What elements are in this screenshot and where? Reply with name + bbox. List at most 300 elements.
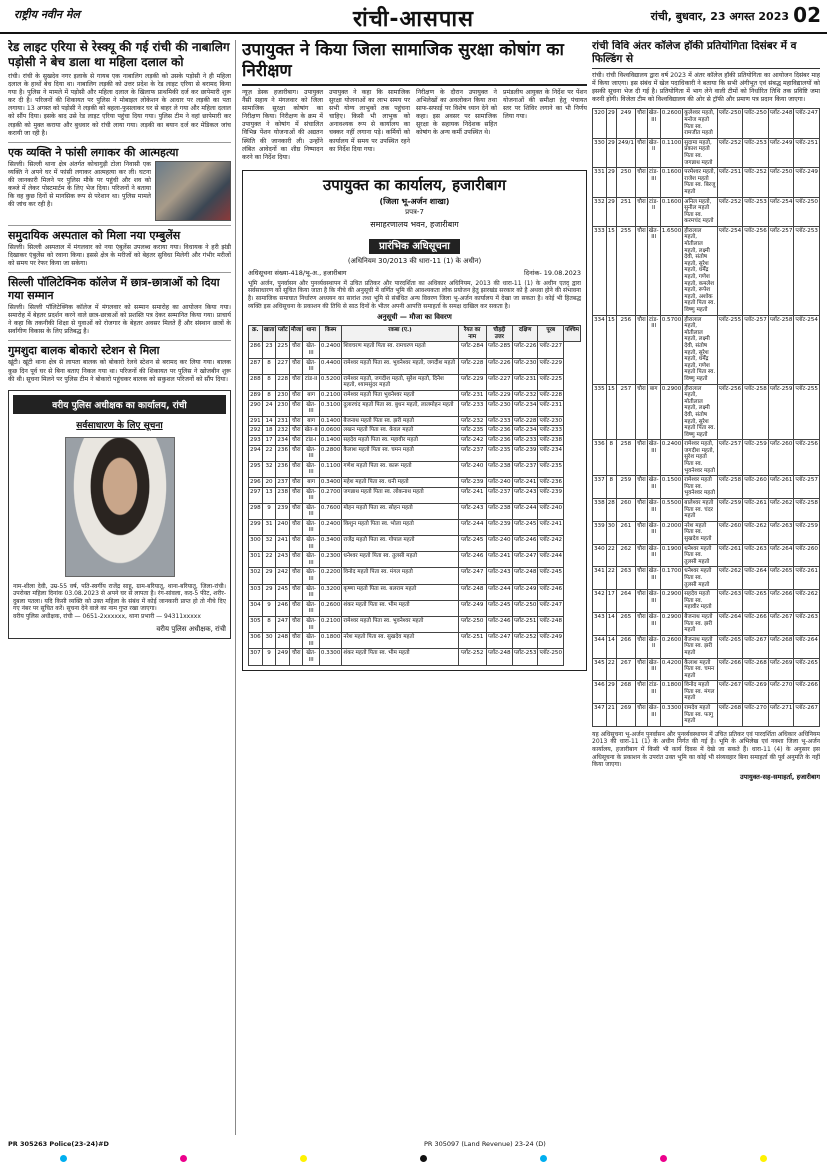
- table-cell: प्लॉट-250: [538, 649, 564, 665]
- table-cell: प्लॉट-253: [743, 197, 769, 226]
- table-cell: कुलेश्वर महतो, मनोज महतो पिता स्व. रामजीत महतो: [683, 109, 717, 138]
- table-cell: लखन महतो पिता स्व. केवल महतो: [342, 426, 458, 436]
- table-cell: चौरा: [290, 519, 303, 535]
- story-headline: रांची विवि अंतर कॉलेज हॉकी प्रतियोगिता दिसंबर में व फिल्डिंग से: [592, 40, 820, 69]
- table-cell: खेत-III: [303, 649, 319, 665]
- table-cell: खेत-III: [303, 342, 319, 358]
- table-cell: चौरा: [635, 109, 647, 138]
- table-cell: 249: [276, 649, 290, 665]
- table-cell: 14: [262, 416, 276, 426]
- table-row: [593, 704, 820, 727]
- table-cell: 258: [616, 440, 635, 476]
- table-cell: प्लॉट-247: [486, 633, 512, 649]
- table-cell: चौरा: [290, 487, 303, 503]
- table-cell: 236: [276, 461, 290, 477]
- table-cell: खेत-II: [303, 426, 319, 436]
- table-cell: प्लॉट-267: [717, 681, 743, 704]
- table-cell: प्लॉट-233: [538, 426, 564, 436]
- table-row: [593, 168, 820, 197]
- table-cell: बाग: [647, 384, 660, 440]
- table-cell: प्लॉट-266: [717, 658, 743, 681]
- table-cell: 0.1900: [660, 544, 683, 567]
- missing-person-photo: [65, 437, 175, 577]
- table-cell: खेत-III: [647, 109, 660, 138]
- table-cell: प्लॉट-225: [538, 374, 564, 390]
- table-row: [593, 315, 820, 384]
- table-cell: प्लॉट-249: [458, 600, 486, 616]
- table-cell: कैलाश महतो पिता स्व. चमन महतो: [342, 445, 458, 461]
- table-cell: चौरा: [635, 704, 647, 727]
- table-cell: 0.3200: [319, 584, 342, 600]
- table-cell: चौरा: [290, 600, 303, 616]
- table-cell: 29: [606, 109, 616, 138]
- table-cell: प्लॉट-227: [486, 374, 512, 390]
- table-cell: महेश महतो पिता स्व. धनी महतो: [342, 477, 458, 487]
- table-cell: 0.3400: [319, 477, 342, 487]
- story-polytechnic: [8, 272, 231, 336]
- table-cell: 22: [262, 445, 276, 461]
- table-cell: 238: [276, 487, 290, 503]
- table-cell: प्लॉट-265: [794, 658, 820, 681]
- table-cell: 257: [616, 384, 635, 440]
- table-cell: 334: [593, 315, 607, 384]
- table-cell: प्लॉट-240: [538, 503, 564, 519]
- lead-paragraph: प्रमंडलीय आयुक्त के निर्देश पर पेंशन योजनाओं की समीक्षा हेतु पंचायत स्तर पर शिविर लगाने का भी निर्णय लिया गया।: [503, 89, 587, 121]
- table-cell: प्लॉट-247: [538, 600, 564, 616]
- table-row: [249, 477, 581, 487]
- table-cell: 0.2600: [660, 635, 683, 658]
- table-header: दक्षिण: [512, 326, 538, 342]
- table-cell: 22: [606, 567, 616, 590]
- table-header: पूरब: [538, 326, 564, 342]
- table-cell: प्लॉट-239: [486, 519, 512, 535]
- table-cell: 0.3300: [319, 649, 342, 665]
- table-cell: 264: [616, 590, 635, 613]
- table-cell: प्लॉट-237: [486, 487, 512, 503]
- table-cell: धनेश्वर महतो पिता स्व. तुलसी महतो: [683, 544, 717, 567]
- table-cell: 0.1400: [319, 416, 342, 426]
- table-cell: 231: [276, 416, 290, 426]
- table-cell: प्लॉट-255: [717, 315, 743, 384]
- notice-footer-text: यह अधिसूचना भू-अर्जन पुनर्वासन और पुनर्व्यवस्थापन में उचित प्रतिकर एवं पारदर्शिता अधिकार अधिनियम 2013 की धारा-11 (1) के अधीन निर्गत की गई है। भूमि के अभिलेख एवं नक्शा जिला भू-अर्जन कार्यालय, हजारीबाग में किसी भी कार्य दिवस में देखे जा सकते हैं। धारा-11 (4) के अनुसार इस अधिसूचना के प्रकाशन के उपरांत उक्त भूमि का कोई भी संव्यवहार बिना समाहर्ता की पूर्व अनुमति के नहीं किया जाएगा।: [592, 730, 820, 769]
- story-headline: गुमशुदा बालक बोकारो स्टेशन से मिला: [8, 340, 231, 357]
- table-cell: प्लॉट-247: [458, 568, 486, 584]
- table-cell: 8: [262, 374, 276, 390]
- table-header: क्र.: [249, 326, 263, 342]
- table-cell: 0.2800: [319, 445, 342, 461]
- table-cell: 293: [249, 435, 263, 445]
- table-cell: 251: [616, 197, 635, 226]
- table-cell: प्लॉट-261: [768, 476, 794, 499]
- table-cell: चौरा: [290, 390, 303, 400]
- table-cell: खेत-III: [647, 544, 660, 567]
- table-cell: खेत-III: [647, 476, 660, 499]
- brand-name: राष्ट्रीय नवीन मेल: [14, 8, 80, 21]
- table-cell: 336: [593, 440, 607, 476]
- table-row: [249, 435, 581, 445]
- table-row: [593, 197, 820, 226]
- table-cell: बाग: [303, 390, 319, 400]
- table-cell: 291: [249, 416, 263, 426]
- table-row: [249, 536, 581, 552]
- table-cell: 346: [593, 681, 607, 704]
- table-cell: प्लॉट-252: [743, 168, 769, 197]
- table-cell: चौरा: [635, 384, 647, 440]
- table-cell: 0.1100: [660, 138, 683, 167]
- table-cell: प्लॉट-245: [486, 600, 512, 616]
- table-cell: 304: [249, 600, 263, 616]
- page-number: 02: [793, 3, 821, 27]
- table-cell: 8: [262, 358, 276, 374]
- table-cell: खेत-III: [303, 568, 319, 584]
- table-cell: बैजनाथ महतो पिता स्व. झरी महतो: [683, 635, 717, 658]
- table-header: चौहद्दी उत्तर: [486, 326, 512, 342]
- table-cell: 0.4200: [660, 658, 683, 681]
- table-cell: 295: [249, 461, 263, 477]
- table-cell: खेत-III: [647, 704, 660, 727]
- table-cell: 301: [249, 552, 263, 568]
- table-cell: रामेश्वर महतो पिता भुवनेश्वर महतो: [342, 390, 458, 400]
- table-cell: प्लॉट-254: [717, 226, 743, 315]
- table-cell: 0.5500: [660, 499, 683, 522]
- table-cell: 300: [249, 536, 263, 552]
- story-ambulance: [8, 225, 231, 268]
- registration-mark: [420, 1155, 427, 1162]
- table-cell: चौरा: [290, 552, 303, 568]
- table-cell: प्लॉट-229: [538, 358, 564, 374]
- table-cell: 347: [593, 704, 607, 727]
- table-row: [249, 487, 581, 503]
- story-suicide: [8, 142, 231, 221]
- table-cell: प्लॉट-260: [768, 440, 794, 476]
- table-cell: प्लॉट-267: [768, 612, 794, 635]
- table-cell: चौरा: [635, 197, 647, 226]
- table-cell: 0.3300: [660, 704, 683, 727]
- table-cell: 262: [616, 544, 635, 567]
- table-cell: प्लॉट-252: [512, 633, 538, 649]
- table-cell: प्लॉट-258: [743, 384, 769, 440]
- table-cell: प्लॉट-241: [512, 477, 538, 487]
- table-row: [593, 384, 820, 440]
- land-schedule-table-continued: [592, 108, 820, 726]
- table-cell: रामेश्वर महतो, जगदीश महतो, सुरेश महतो पिता स्व. भुवनेश्वर महतो: [683, 440, 717, 476]
- table-cell: प्लॉट-235: [486, 445, 512, 461]
- table-cell: 305: [249, 617, 263, 633]
- table-cell: प्लॉट-268: [743, 658, 769, 681]
- table-cell: 234: [276, 435, 290, 445]
- table-cell: प्लॉट-248: [512, 568, 538, 584]
- table-cell: चौरा: [290, 416, 303, 426]
- table-cell: 32: [262, 461, 276, 477]
- table-cell: प्लॉट-268: [768, 635, 794, 658]
- form-number: प्रपत्र-7: [405, 207, 424, 216]
- table-row: [249, 426, 581, 436]
- table-cell: प्लॉट-241: [538, 519, 564, 535]
- table-cell: प्लॉट-228: [538, 390, 564, 400]
- story-body: सिल्ली। सिल्ली थाना क्षेत्र अंतर्गत कोचागुड़ी टोला निवासी एक व्यक्ति ने अपने घर में फांसी लगाकर आत्महत्या कर ली। घटना की जानकारी मिलने पर पुलिस मौके पर पहुंची और शव को कब्जे में लेकर पोस्टमार्टम के लिए भेज दिया। परिजनों ने बताया कि वह कुछ दिनों से मानसिक रूप से परेशान था। पुलिस मामले की जांच कर रही है।: [8, 160, 151, 209]
- table-cell: खेत-III: [303, 519, 319, 535]
- table-cell: शंकर महतो पिता स्व. भीम महतो: [342, 600, 458, 616]
- table-cell: प्लॉट-257: [794, 476, 820, 499]
- table-cell: किशुन महतो पिता स्व. भोला महतो: [342, 519, 458, 535]
- table-cell: प्लॉट-243: [512, 487, 538, 503]
- table-cell: 266: [616, 635, 635, 658]
- table-cell: प्लॉट-236: [538, 477, 564, 487]
- table-cell: प्लॉट-259: [743, 440, 769, 476]
- table-cell: खेत-III: [303, 461, 319, 477]
- table-row: [249, 552, 581, 568]
- pr-code-left: PR 305263 Police(23-24)#D: [8, 1140, 109, 1148]
- table-row: [249, 461, 581, 477]
- table-cell: 0.3100: [319, 400, 342, 416]
- table-cell: प्लॉट-264: [743, 567, 769, 590]
- table-cell: टांड-I: [303, 435, 319, 445]
- table-cell: चौरा: [290, 477, 303, 487]
- table-header: पश्चिम: [564, 326, 581, 342]
- table-cell: खेत-III: [647, 590, 660, 613]
- table-cell: प्लॉट-266: [743, 612, 769, 635]
- table-cell: प्लॉट-240: [486, 536, 512, 552]
- table-cell: 249/1: [616, 138, 635, 167]
- table-cell: प्लॉट-250: [794, 197, 820, 226]
- table-cell: प्लॉट-258: [717, 476, 743, 499]
- table-cell: 29: [606, 138, 616, 167]
- table-cell: 0.2100: [319, 390, 342, 400]
- left-column: [8, 40, 236, 1135]
- table-cell: प्लॉट-245: [512, 519, 538, 535]
- table-cell: प्लॉट-259: [717, 499, 743, 522]
- table-cell: चौरा: [635, 476, 647, 499]
- table-cell: चौरा: [290, 503, 303, 519]
- notice-signature: उपायुक्त-सह-समाहर्ता, हजारीबाग: [739, 772, 820, 781]
- table-cell: प्लॉट-234: [512, 400, 538, 416]
- table-cell: 260: [616, 499, 635, 522]
- table-cell: प्लॉट-251: [512, 617, 538, 633]
- table-cell: बालेश्वर महतो पिता स्व. चंदर महतो: [683, 499, 717, 522]
- table-cell: टांड-II: [647, 197, 660, 226]
- registration-mark: [540, 1155, 547, 1162]
- table-cell: चौरा: [635, 138, 647, 167]
- table-cell: चौरा: [290, 342, 303, 358]
- table-cell: प्लॉट-252: [717, 197, 743, 226]
- notice-title: प्रारंभिक अधिसूचना: [369, 239, 460, 254]
- table-cell: प्लॉट-264: [794, 635, 820, 658]
- table-cell: नरेश महतो पिता स्व. सुखदेव महतो: [342, 633, 458, 649]
- table-cell: चौरा: [635, 315, 647, 384]
- table-cell: प्लॉट-239: [458, 477, 486, 487]
- table-cell: 225: [276, 342, 290, 358]
- table-row: [593, 635, 820, 658]
- table-cell: 247: [276, 617, 290, 633]
- table-cell: प्लॉट-249: [794, 168, 820, 197]
- table-cell: 246: [276, 600, 290, 616]
- table-row: [593, 658, 820, 681]
- table-cell: 0.7600: [319, 503, 342, 519]
- table-cell: रामेश्वर महतो पिता स्व. भुवनेश्वर महतो: [342, 617, 458, 633]
- table-cell: प्लॉट-261: [743, 499, 769, 522]
- table-cell: रामेश्वर महतो, जगदीश महतो, सुरेश महतो, दिनेश महतो, श्यामसुंदर महतो: [342, 374, 458, 390]
- table-cell: चौरा: [635, 590, 647, 613]
- table-cell: प्लॉट-261: [717, 544, 743, 567]
- table-cell: प्लॉट-263: [794, 612, 820, 635]
- table-cell: प्लॉट-260: [743, 476, 769, 499]
- table-row: [593, 544, 820, 567]
- table-cell: प्लॉट-250: [458, 617, 486, 633]
- table-cell: 0.1800: [319, 633, 342, 649]
- lead-paragraph: न्यूज़ डेस्क हजारीबाग। उपायुक्त नैंसी सहाय ने मंगलवार को जिला सामाजिक सुरक्षा कोषांग का निरीक्षण किया। निरीक्षण के क्रम में उपायुक्त ने कोषांग में संचालित विभिन्न पेंशन योजनाओं की अद्यतन स्थिति की जानकारी ली। उन्होंने लंबित आवेदनों का शीघ्र निष्पादन करने का निर्देश दिया।: [242, 89, 323, 161]
- table-cell: 0.1400: [319, 435, 342, 445]
- table-cell: विनोद महतो पिता स्व. मंगल महतो: [342, 568, 458, 584]
- table-cell: 303: [249, 584, 263, 600]
- table-cell: हीरालाल महतो, मोतीलाल महतो, लक्ष्मी देवी, संतोष महतो, सुरेश महतो पिता स्व. विष्णु महतो: [683, 384, 717, 440]
- table-cell: प्लॉट-249: [538, 633, 564, 649]
- table-row: [593, 521, 820, 544]
- story-body: खूंटी। खूंटी थाना क्षेत्र से लापता बालक को बोकारो रेलवे स्टेशन से बरामद कर लिया गया। बालक कुछ दिन पूर्व घर से बिना बताए निकल गया था। परिजनों की शिकायत पर पुलिस ने खोजबीन शुरू की थी। सूचना मिलने पर पुलिस टीम ने बोकारो पहुंचकर बालक को सकुशल परिजनों को सौंप दिया।: [8, 359, 231, 383]
- table-cell: विनोद महतो पिता स्व. मंगल महतो: [683, 681, 717, 704]
- office-name: उपायुक्त का कार्यालय, हजारीबाग: [323, 175, 506, 194]
- table-header: रकबा (ए.): [342, 326, 458, 342]
- table-cell: प्लॉट-252: [717, 138, 743, 167]
- table-cell: 14: [606, 612, 616, 635]
- table-cell: खेत-II: [647, 138, 660, 167]
- table-cell: 335: [593, 384, 607, 440]
- table-cell: 339: [593, 521, 607, 544]
- table-cell: चौरा: [290, 649, 303, 665]
- table-cell: प्लॉट-248: [458, 584, 486, 600]
- table-cell: 261: [616, 521, 635, 544]
- table-cell: प्लॉट-257: [743, 315, 769, 384]
- table-cell: प्लॉट-266: [768, 590, 794, 613]
- table-cell: 15: [606, 315, 616, 384]
- table-cell: प्लॉट-253: [743, 138, 769, 167]
- table-cell: 22: [606, 658, 616, 681]
- table-cell: 256: [616, 315, 635, 384]
- table-cell: 343: [593, 612, 607, 635]
- registration-mark: [300, 1155, 307, 1162]
- table-cell: चौरा: [635, 168, 647, 197]
- table-cell: 28: [606, 499, 616, 522]
- table-cell: 302: [249, 568, 263, 584]
- notice-body: भूमि अर्जन, पुनर्वासन और पुनर्व्यवस्थापन में उचित प्रतिकर और पारदर्शिता का अधिकार अधिनियम, 2013 की धारा-11 (1) के अधीन एतद् द्वारा सर्वसाधारण को सूचित किया जाता है कि नीचे की अनुसूची में वर्णित भूमि की आवश्यकता लोक प्रयोजन हेतु झारखंड सरकार को है अथवा होने की संभावना है। सामाजिक समाघात निर्धारण अध्ययन का सारांश तथा भूमि से संबंधित अन्य विवरण जिला भू-अर्जन कार्यालय में देखा जा सकता है। कोई भी हितबद्ध व्यक्ति इस अधिसूचना के प्रकाशन की तिथि से साठ दिनों के भीतर अपनी आपत्ति समाहर्ता के समक्ष दाखिल कर सकता है।: [248, 279, 581, 310]
- table-cell: 341: [593, 567, 607, 590]
- table-cell: प्लॉट-238: [486, 461, 512, 477]
- office-branch: (जिला भू-अर्जन शाखा): [379, 196, 450, 206]
- table-row: [249, 400, 581, 416]
- table-cell: 338: [593, 499, 607, 522]
- table-cell: सहदेव महतो पिता स्व. महावीर महतो: [342, 435, 458, 445]
- table-cell: 0.2400: [319, 519, 342, 535]
- table-cell: 0.2900: [660, 612, 683, 635]
- table-cell: प्लॉट-232: [458, 416, 486, 426]
- table-cell: प्लॉट-246: [486, 617, 512, 633]
- table-cell: प्लॉट-254: [768, 197, 794, 226]
- table-cell: प्लॉट-246: [458, 552, 486, 568]
- table-cell: 29: [606, 197, 616, 226]
- table-cell: 0.2200: [319, 568, 342, 584]
- table-row: [593, 226, 820, 315]
- office-address: समाहरणालय भवन, हजारीबाग: [370, 219, 459, 229]
- table-cell: प्लॉट-268: [717, 704, 743, 727]
- table-row: [593, 681, 820, 704]
- table-cell: प्लॉट-244: [538, 552, 564, 568]
- table-cell: प्लॉट-228: [512, 416, 538, 426]
- table-cell: प्लॉट-240: [486, 477, 512, 487]
- table-cell: खेत-III: [303, 552, 319, 568]
- table-cell: चौरा: [635, 612, 647, 635]
- table-cell: प्लॉट-260: [717, 521, 743, 544]
- table-cell: प्लॉट-264: [717, 612, 743, 635]
- table-cell: जगन्नाथ महतो पिता स्व. लोकनाथ महतो: [342, 487, 458, 503]
- table-cell: 255: [616, 226, 635, 315]
- table-cell: प्लॉट-260: [794, 544, 820, 567]
- table-cell: 0.4400: [319, 358, 342, 374]
- table-cell: खेत-II: [647, 635, 660, 658]
- table-cell: 8: [262, 617, 276, 633]
- table-row: [249, 390, 581, 400]
- table-cell: प्लॉट-248: [768, 109, 794, 138]
- table-cell: 269: [616, 704, 635, 727]
- table-header: खाता: [262, 326, 276, 342]
- table-cell: 268: [616, 681, 635, 704]
- table-cell: प्लॉट-242: [538, 536, 564, 552]
- table-cell: प्लॉट-266: [794, 681, 820, 704]
- table-cell: परमेश्वर महतो, राजेश महतो पिता स्व. बिरजू महतो: [683, 168, 717, 197]
- table-cell: 288: [249, 374, 263, 390]
- table-cell: 330: [593, 138, 607, 167]
- table-cell: खेत-III: [303, 584, 319, 600]
- story-missing-child: [8, 340, 231, 383]
- table-cell: बाग: [303, 477, 319, 487]
- table-cell: प्लॉट-262: [768, 499, 794, 522]
- table-cell: शंकर महतो पिता स्व. भीम महतो: [342, 649, 458, 665]
- table-cell: प्लॉट-240: [458, 461, 486, 477]
- table-cell: 249: [616, 109, 635, 138]
- table-cell: टांड-III: [647, 168, 660, 197]
- table-cell: प्लॉट-233: [458, 400, 486, 416]
- table-cell: 333: [593, 226, 607, 315]
- schedule-caption: अनुसूची — मौजा का विवरण: [377, 313, 452, 322]
- table-cell: 232: [276, 426, 290, 436]
- table-cell: 297: [249, 487, 263, 503]
- table-cell: प्लॉट-251: [717, 168, 743, 197]
- table-cell: 23: [262, 342, 276, 358]
- table-row: [249, 633, 581, 649]
- table-cell: प्लॉट-244: [458, 519, 486, 535]
- table-cell: चौरा: [290, 633, 303, 649]
- table-cell: प्लॉट-250: [743, 109, 769, 138]
- table-cell: चौरा: [290, 568, 303, 584]
- table-cell: प्लॉट-252: [458, 649, 486, 665]
- notice-office: वरीय पुलिस अधीक्षक का कार्यालय, रांची: [13, 395, 226, 414]
- table-cell: 340: [593, 544, 607, 567]
- table-header: किस्म: [319, 326, 342, 342]
- table-cell: 0.2600: [319, 600, 342, 616]
- act-reference: (अधिनियम 30/2013 की धारा-11 (1) के अधीन): [347, 256, 482, 265]
- table-cell: 31: [262, 519, 276, 535]
- table-cell: प्लॉट-250: [768, 168, 794, 197]
- table-cell: चौरा: [290, 426, 303, 436]
- table-cell: खेत-III: [303, 487, 319, 503]
- table-cell: 0.3400: [319, 536, 342, 552]
- table-cell: प्लॉट-264: [768, 544, 794, 567]
- table-cell: कैलाश महतो पिता स्व. चमन महतो: [683, 658, 717, 681]
- table-cell: सुदामा महतो, प्रकाश महतो पिता स्व. जगन्नाथ महतो: [683, 138, 717, 167]
- table-cell: चौरा: [635, 226, 647, 315]
- table-cell: 299: [249, 519, 263, 535]
- table-cell: 29: [606, 681, 616, 704]
- table-cell: 292: [249, 426, 263, 436]
- table-cell: धनेश्वर महतो पिता स्व. तुलसी महतो: [683, 567, 717, 590]
